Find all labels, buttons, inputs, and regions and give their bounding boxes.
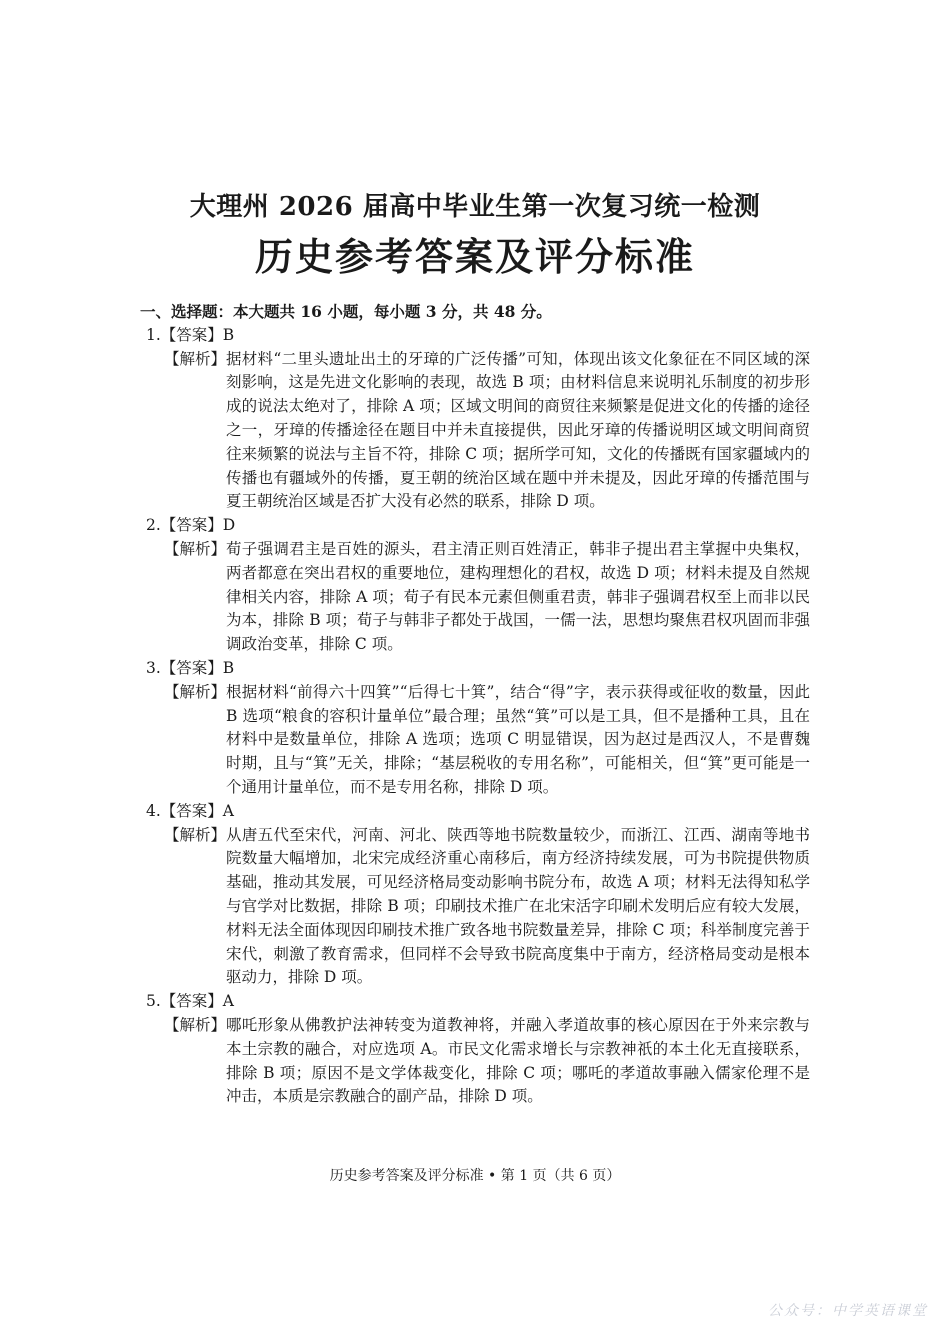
analysis-text: 哪吒形象从佛教护法神转变为道教神将，并融入孝道故事的核心原因在于外来宗教与本土宗教的融合，对应选项 A。市民文化需求增长与宗教神祇的本土化无直接联系，排除 B 项；原因不是文学体裁变化，排除 C 项；哪吒的孝道故事融入儒家伦理不是冲击，本质是宗教融合的副产品，排除 D 项。 bbox=[226, 1015, 810, 1106]
question-1 bbox=[140, 324, 810, 514]
analysis-text: 荀子强调君主是百姓的源头，君主清正则百姓清正，韩非子提出君主掌握中央集权，两者都意在突出君权的重要地位，建构理想化的君权，故选 D 项；材料未提及自然规律相关内容，排除 A 项；荀子有民本元素但侧重君责，韩非子强调君权至上而非以民为本，排除 B 项；荀子与韩非子都处于战国，一儒一法，思想均聚焦君权巩固而非强调政治变革，排除 C 项。 bbox=[226, 539, 810, 654]
analysis-tag: 【解析】 bbox=[163, 682, 226, 701]
question-answer: 5.【答案】A bbox=[146, 992, 234, 1011]
analysis-text: 根据材料“前得六十四箕”“后得七十箕”，结合“得”字，表示获得或征收的数量，因此 B 选项“粮食的容积计量单位”最合理；虽然“箕”可以是工具，但不是播种工具，且在材料中是数量单位，排除 A 选项；选项 C 明显错误，因为赵过是西汉人，不是曹魏时期，且与“箕”无关，排除；“基层税收的专用名称”，可能相关，但“箕”更可能是一个通用计量单位，而不是专用名称，排除 D 项。 bbox=[226, 682, 810, 796]
question-answer: 3.【答案】B bbox=[146, 658, 235, 677]
watermark: 公众号：中学英语课堂 bbox=[768, 1303, 928, 1319]
analysis-tag: 【解析】 bbox=[163, 539, 226, 558]
question-analysis bbox=[140, 1014, 810, 1109]
page-footer: 历史参考答案及评分标准 • 第 1 页（共 6 页） bbox=[329, 1168, 621, 1184]
question-analysis bbox=[140, 824, 810, 991]
question-answer: 2.【答案】D bbox=[146, 516, 236, 535]
question-2 bbox=[140, 514, 810, 657]
question-answer: 4.【答案】A bbox=[146, 801, 234, 820]
analysis-tag: 【解析】 bbox=[163, 349, 226, 368]
section-heading: 一、选择题：本大题共 16 小题，每小题 3 分，共 48 分。 bbox=[140, 302, 552, 321]
question-answer: 1.【答案】B bbox=[146, 325, 235, 344]
analysis-tag: 【解析】 bbox=[163, 825, 226, 844]
answer-content bbox=[140, 300, 810, 1109]
analysis-tag: 【解析】 bbox=[163, 1015, 226, 1034]
question-4 bbox=[140, 800, 810, 990]
page-title: 大理州 2026 届高中毕业生第一次复习统一检测 bbox=[189, 192, 761, 222]
question-analysis bbox=[140, 348, 810, 515]
question-5 bbox=[140, 990, 810, 1109]
page-subtitle: 历史参考答案及评分标准 bbox=[254, 234, 695, 279]
analysis-text: 从唐五代至宋代，河南、河北、陕西等地书院数量较少，而浙江、江西、湖南等地书院数量大幅增加，北宋完成经济重心南移后，南方经济持续发展，可为书院提供物质基础，推动其发展，可见经济格局变动影响书院分布，故选 A 项；材料无法得知私学与官学对比数据，排除 B 项；印刷技术推广在北宋活字印刷术发明后应有较大发展，材料无法全面体现因印刷技术推广致各地书院数量差异，排除 C 项；科举制度完善于宋代，刺激了教育需求，但同样不会导致书院高度集中于南方，经济格局变动是根本驱动力，排除 D 项。 bbox=[226, 825, 810, 987]
analysis-text: 据材料“二里头遗址出土的牙璋的广泛传播”可知，体现出该文化象征在不同区域的深刻影响，这是先进文化影响的表现，故选 B 项；由材料信息来说明礼乐制度的初步形成的说法太绝对了，排除 A 项；区域文明间的商贸往来频繁是促进文化的传播的途径之一，牙璋的传播途径在题目中并未直接提供，因此牙璋的传播说明区域文明间商贸往来频繁的说法与主旨不符，排除 C 项；据所学可知，文化的传播既有国家疆域内的传播也有疆域外的传播，夏王朝的统治区域在题中并未提及，因此牙璋的传播范围与夏王朝统治区域是否扩大没有必然的联系，排除 D 项。 bbox=[226, 349, 810, 511]
question-analysis bbox=[140, 681, 810, 800]
question-analysis bbox=[140, 538, 810, 657]
question-3 bbox=[140, 657, 810, 800]
